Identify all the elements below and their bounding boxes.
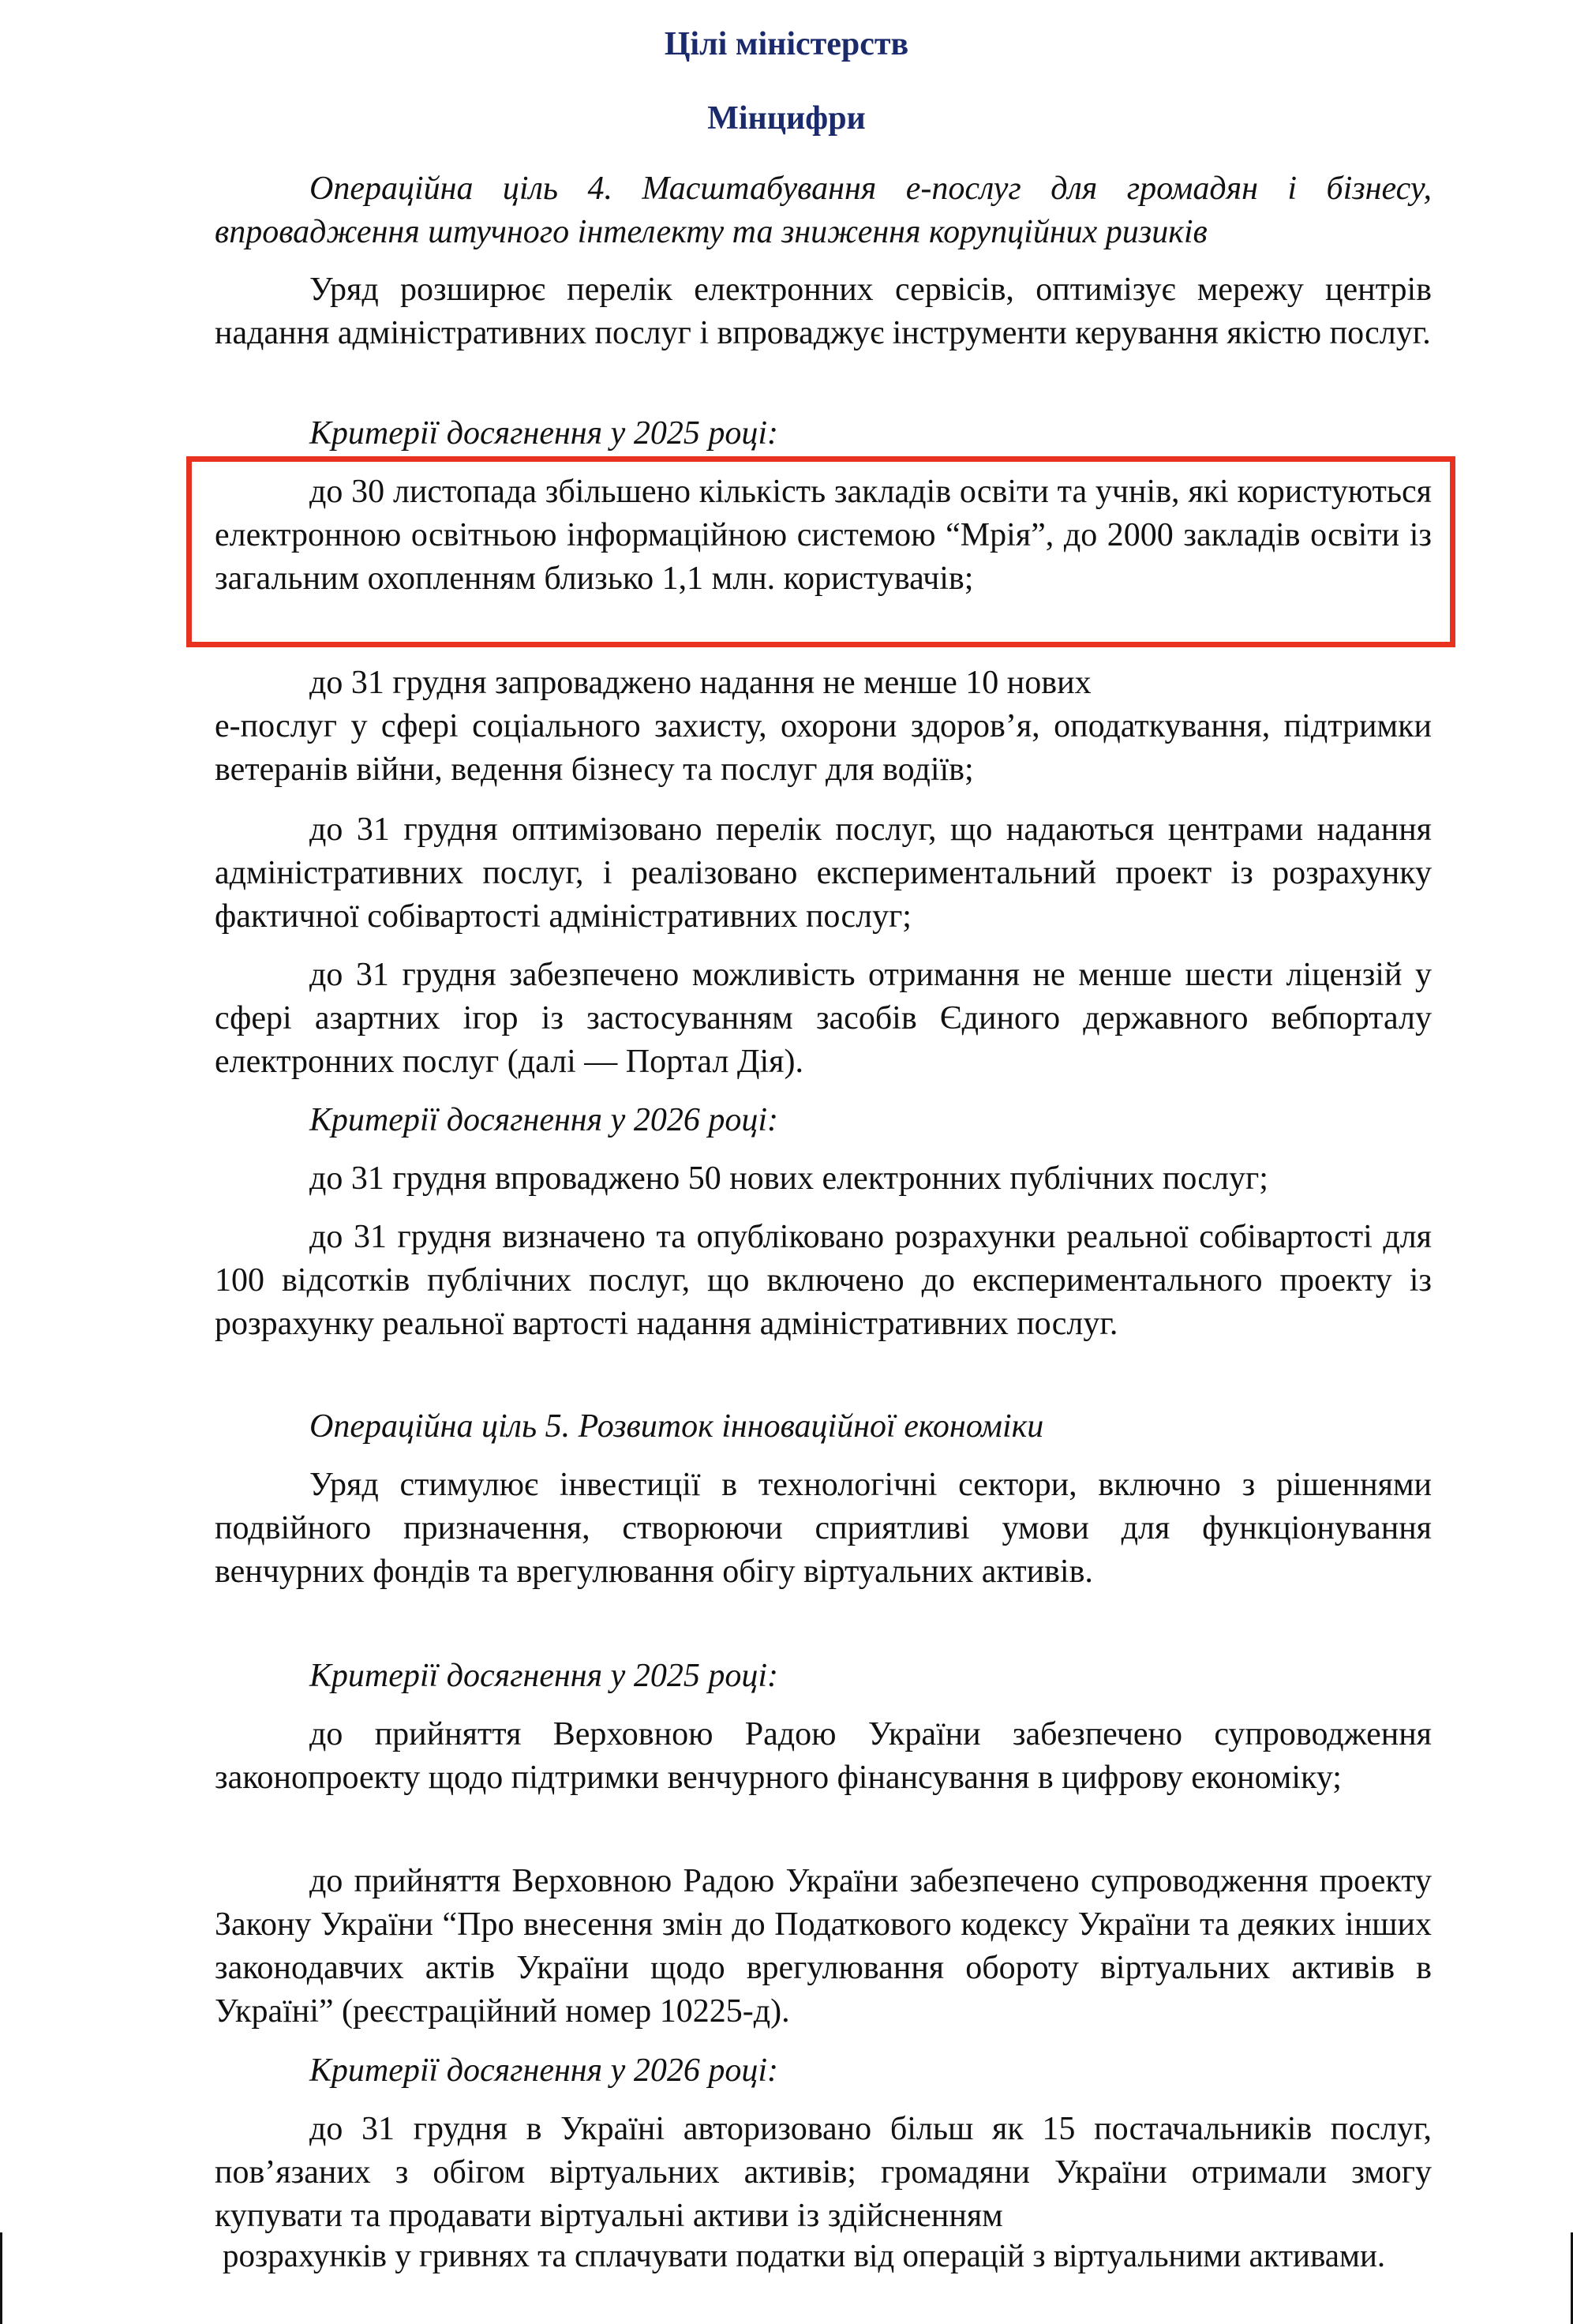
goal4-criterion-licenses: до 31 грудня забезпечено можливість отримання не менше шести ліцензій у сфері азартних ігор із застосуванням засобів Єдиного державного вебпорталу електронних послуг (далі — Портал Дія). [215,957,1432,1080]
goal5-criterion-vasp: до 31 грудня в Україні авторизовано більш як 15 постачальників послуг, пов’язаних з обігом віртуальних активів; громадяни України отримали змогу купувати та продавати віртуальні активи із здійсненням [215,2111,1432,2234]
goal4-criterion-eservices: е-послуг у сфері соціального захисту, охорони здоров’я, оподаткування, підтримки ветеранів війни, ведення бізнесу та послуг для водіїв; [215,708,1432,788]
goal4-criterion-cnap: до 31 грудня оптимізовано перелік послуг, що надаються центрами надання адміністративних послуг, і реалізовано експериментальний проект із розрахунку фактичної собівартості адміністративних послуг; [215,812,1432,935]
goal4-criteria-2026-label: Критерії досягнення у 2026 році: [309,1102,778,1138]
goal5-criterion-virtual-assets-law: до прийняття Верховною Радою України забезпечено супроводження проекту Закону України “Про внесення змін до Податкового кодексу України та деяких інших законодавчих актів України щодо врегулювання обороту віртуальних активів в Україні” (реєстраційний номер 10225-д). [215,1863,1432,2030]
goal5-criterion-vasp-tail: розрахунків у гривнях та сплачувати податки від операцій з віртуальними активами. [223,2237,1386,2273]
goal4-criterion-mriia: до 30 листопада збільшено кількість закладів освіти та учнів, які користуються електронною освітньою інформаційною системою “Мрія”, до 2000 закладів освіти із загальним охопленням близько 1,1 млн. користувачів; [215,474,1432,597]
goal5-heading: Операційна ціль 5. Розвиток інноваційної економіки [309,1408,1044,1445]
goal5-criteria-2026-label: Критерії досягнення у 2026 році: [309,2052,778,2089]
ministry-title: Мінцифри [707,100,866,137]
goal4-intro: Уряд розширює перелік електронних сервісів, оптимізує мережу центрів надання адміністративних послуг і впроваджує інструменти керування якістю послуг. [215,272,1432,351]
goal5-criterion-venture-law: до прийняття Верховною Радою України забезпечено супроводження законопроекту щодо підтримки венчурного фінансування в цифрову економіку; [215,1716,1432,1796]
page-title: Цілі міністерств [664,26,909,62]
goal4-criterion-50-services: до 31 грудня впроваджено 50 нових електронних публічних послуг; [309,1160,1268,1197]
goal4-criteria-2025-label: Критерії досягнення у 2025 році: [309,415,778,452]
goal5-intro: Уряд стимулює інвестиції в технологічні сектори, включно з рішеннями подвійного призначення, створюючи сприятливі умови для функціонування венчурних фондів та врегулювання обігу віртуальних активів. [215,1467,1432,1590]
goal4-criterion-cost: до 31 грудня визначено та опубліковано розрахунки реальної собівартості для 100 відсотків публічних послуг, що включено до експериментального проекту із розрахунку реальної вартості надання адміністративних послуг. [215,1219,1432,1342]
left-edge-divider [0,2232,2,2324]
goal5-criteria-2025-label: Критерії досягнення у 2025 році: [309,1658,778,1694]
goal4-heading: Операційна ціль 4. Масштабування е-послуг для громадян і бізнесу, впровадження штучного інтелекту та зниження корупційних ризиків [215,171,1432,250]
goal4-criterion-eservices-start: до 31 грудня запроваджено надання не менше 10 нових [309,665,1092,701]
